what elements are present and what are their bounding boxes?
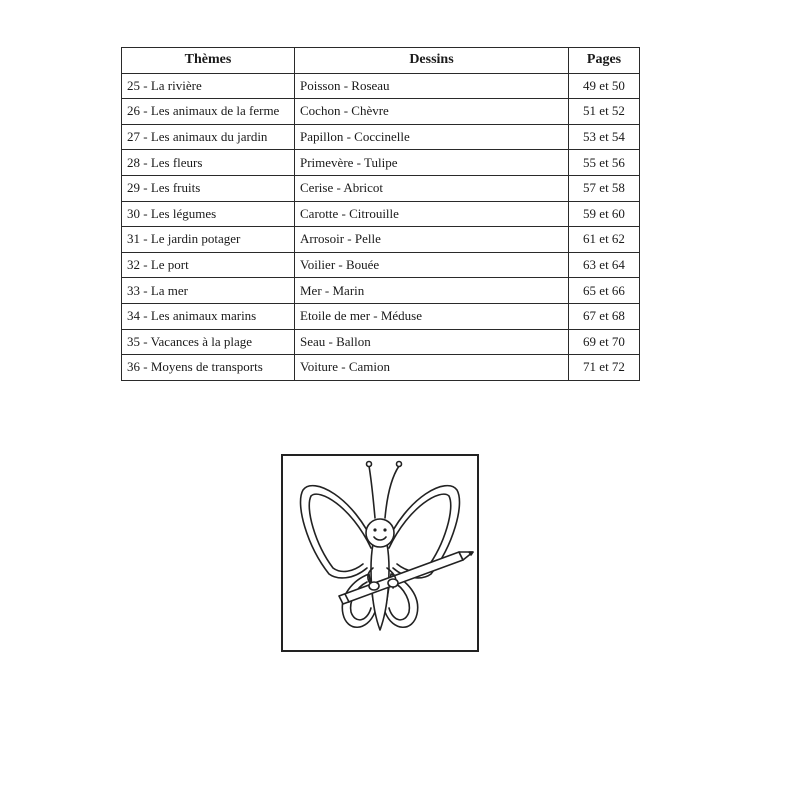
theme-cell: 32 - Le port	[122, 252, 295, 278]
header-pages: Pages	[569, 48, 640, 74]
drawings-cell: Cerise - Abricot	[295, 175, 569, 201]
table-row	[122, 355, 640, 381]
table-body	[122, 73, 640, 380]
butterfly-illustration-frame	[281, 454, 479, 652]
pages-cell: 65 et 66	[569, 278, 640, 304]
pages-cell: 59 et 60	[569, 201, 640, 227]
pages-cell: 69 et 70	[569, 329, 640, 355]
pages-cell: 61 et 62	[569, 227, 640, 253]
drawings-cell: Carotte - Citrouille	[295, 201, 569, 227]
drawings-cell: Etoile de mer - Méduse	[295, 303, 569, 329]
table-row	[122, 303, 640, 329]
table-row	[122, 227, 640, 253]
pages-cell: 57 et 58	[569, 175, 640, 201]
drawings-cell: Primevère - Tulipe	[295, 150, 569, 176]
theme-cell: 25 - La rivière	[122, 73, 295, 99]
theme-cell: 36 - Moyens de transports	[122, 355, 295, 381]
header-drawings: Dessins	[295, 48, 569, 74]
drawings-cell: Poisson - Roseau	[295, 73, 569, 99]
theme-cell: 31 - Le jardin potager	[122, 227, 295, 253]
drawings-cell: Arrosoir - Pelle	[295, 227, 569, 253]
table-row	[122, 201, 640, 227]
drawings-cell: Voilier - Bouée	[295, 252, 569, 278]
table-row	[122, 175, 640, 201]
table-row	[122, 99, 640, 125]
header-themes: Thèmes	[122, 48, 295, 74]
butterfly-with-pencil-icon	[283, 456, 477, 650]
pages-cell: 51 et 52	[569, 99, 640, 125]
pages-cell: 63 et 64	[569, 252, 640, 278]
table-row	[122, 278, 640, 304]
theme-cell: 27 - Les animaux du jardin	[122, 124, 295, 150]
theme-cell: 30 - Les légumes	[122, 201, 295, 227]
pages-cell: 71 et 72	[569, 355, 640, 381]
drawings-cell: Mer - Marin	[295, 278, 569, 304]
theme-cell: 29 - Les fruits	[122, 175, 295, 201]
table-row	[122, 329, 640, 355]
table-row	[122, 150, 640, 176]
drawings-cell: Cochon - Chèvre	[295, 99, 569, 125]
table-header-row	[122, 48, 640, 74]
theme-cell: 35 - Vacances à la plage	[122, 329, 295, 355]
table-row	[122, 73, 640, 99]
theme-cell: 34 - Les animaux marins	[122, 303, 295, 329]
theme-cell: 26 - Les animaux de la ferme	[122, 99, 295, 125]
pages-cell: 55 et 56	[569, 150, 640, 176]
drawings-cell: Seau - Ballon	[295, 329, 569, 355]
theme-cell: 33 - La mer	[122, 278, 295, 304]
drawings-cell: Papillon - Coccinelle	[295, 124, 569, 150]
pages-cell: 67 et 68	[569, 303, 640, 329]
theme-cell: 28 - Les fleurs	[122, 150, 295, 176]
drawings-cell: Voiture - Camion	[295, 355, 569, 381]
pages-cell: 53 et 54	[569, 124, 640, 150]
table-row	[122, 124, 640, 150]
pages-cell: 49 et 50	[569, 73, 640, 99]
table-row	[122, 252, 640, 278]
themes-table	[121, 47, 640, 381]
